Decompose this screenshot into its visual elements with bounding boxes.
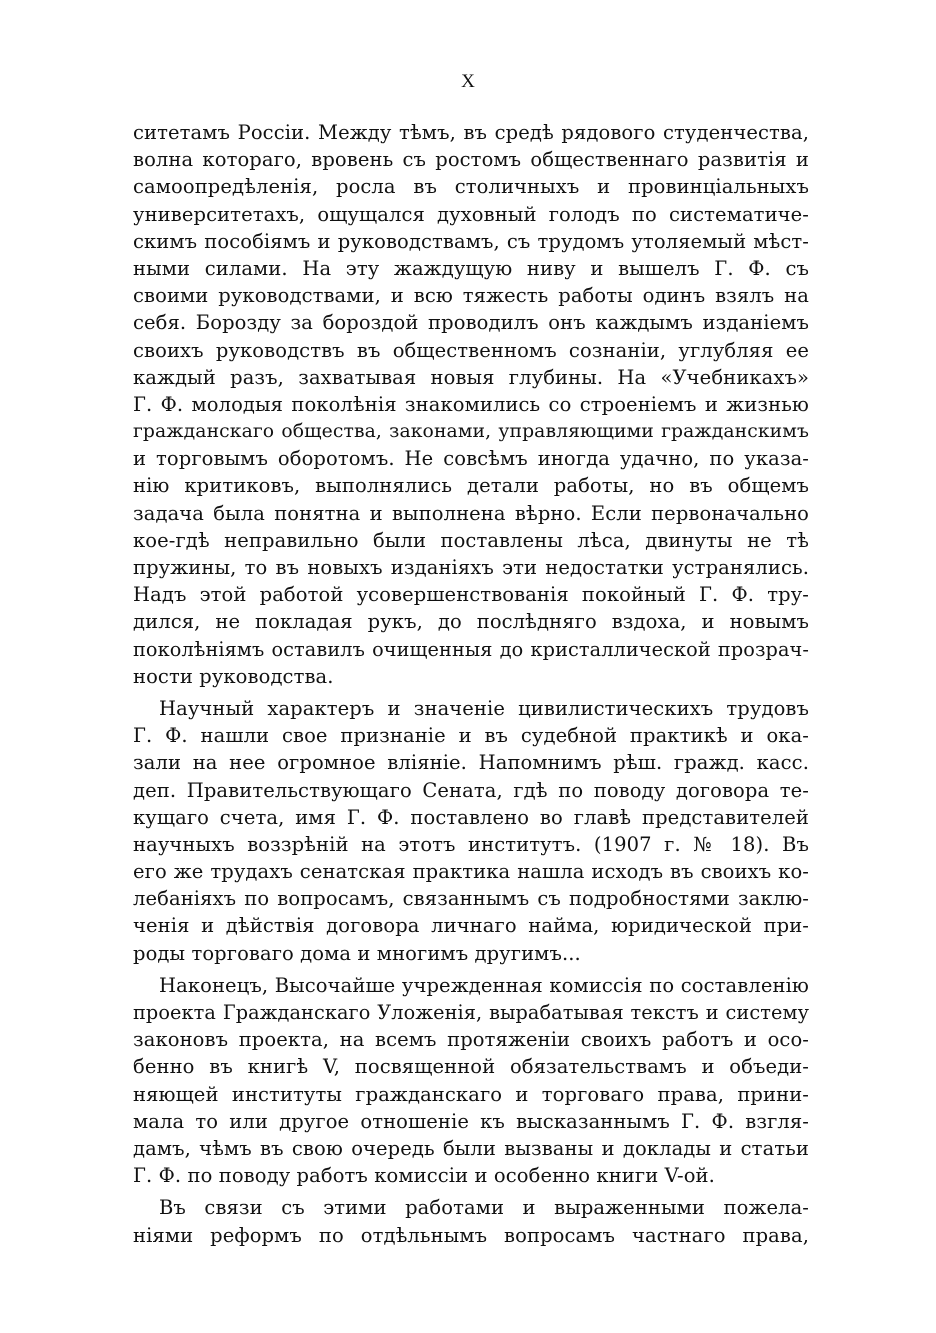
text-line: дамъ, чѣмъ въ свою очередь были вызваны и доклады и статьи bbox=[133, 1136, 809, 1160]
text-line: законовъ проекта, на всемъ протяженіи своихъ работъ и осо- bbox=[133, 1028, 809, 1052]
paragraph-1 bbox=[133, 119, 809, 690]
text-line: няющей институты гражданскаго и торговаго права, прини- bbox=[133, 1082, 809, 1106]
text-line: Г. Ф. молодыя поколѣнія знакомились со строеніемъ и жизнью bbox=[133, 392, 809, 416]
text-line: роды торговаго дома и многимъ другимъ... bbox=[133, 941, 581, 965]
text-line: деп. Правительствующаго Сената, гдѣ по поводу договора те- bbox=[133, 778, 809, 802]
text-line: Наконецъ, Высочайше учрежденная комиссія по составленію bbox=[159, 973, 809, 997]
text-line: бенно въ книгѣ V, посвященной обязательствамъ и объеди- bbox=[133, 1055, 809, 1079]
text-line: себя. Борозду за бороздой проводилъ онъ каждымъ изданіемъ bbox=[133, 311, 809, 335]
text-line: мала то или другое отношеніе къ высказаннымъ Г. Ф. взгля- bbox=[133, 1109, 809, 1133]
text-line: его же трудахъ сенатская практика нашла исходъ въ своихъ ко- bbox=[133, 860, 809, 884]
text-line: гражданскаго общества, законами, управляющими гражданскимъ bbox=[133, 421, 809, 443]
text-line: волна котораго, вровень съ ростомъ общественнаго развитія и bbox=[133, 148, 809, 172]
text-line: ченія и дѣйствія договора личнаго найма, юридической при- bbox=[133, 914, 809, 938]
text-line: лебаніяхъ по вопросамъ, связаннымъ съ подробностями заклю- bbox=[133, 887, 809, 911]
text-line: скимъ пособіямъ и руководствамъ, съ трудомъ утоляемый мѣст- bbox=[133, 229, 809, 253]
paragraph-3 bbox=[133, 972, 809, 1190]
text-line: своими руководствами, и всю тяжесть работы одинъ взялъ на bbox=[133, 284, 809, 308]
text-line: поколѣніямъ оставилъ очищенныя до кристаллической прозрач- bbox=[133, 637, 809, 661]
text-line: и торговымъ оборотомъ. Не совсѣмъ иногда удачно, по указа- bbox=[133, 447, 809, 471]
paragraph-4 bbox=[133, 1194, 809, 1248]
text-line: своихъ руководствъ въ общественномъ сознаніи, углубляя ее bbox=[133, 338, 809, 362]
text-line: кущаго счета, имя Г. Ф. поставлено во главѣ представителей bbox=[133, 805, 809, 829]
text-line: нію критиковъ, выполнялись детали работы, но въ общемъ bbox=[133, 474, 809, 498]
text-line: пружины, то въ новыхъ изданіяхъ эти недостатки устранялись. bbox=[133, 556, 809, 579]
text-line: Г. Ф. нашли свое признаніе и въ судебной практикѣ и ока- bbox=[133, 724, 809, 748]
text-line: Надъ этой работой усовершенствованія покойный Г. Ф. тру- bbox=[133, 583, 809, 607]
text-line: самоопредѣленія, росла въ столичныхъ и провинціальныхъ bbox=[133, 175, 809, 199]
body-text bbox=[133, 119, 809, 1249]
text-line: Научный характеръ и значеніе цивилистическихъ трудовъ bbox=[159, 696, 809, 720]
text-line: университетахъ, ощущался духовный голодъ по систематиче- bbox=[133, 202, 809, 226]
text-line: дился, не покладая рукъ, до послѣдняго вздоха, и новымъ bbox=[133, 610, 809, 634]
text-line: ности руководства. bbox=[133, 664, 334, 688]
text-line: зали на нее огромное вліяніе. Напомнимъ рѣш. гражд. касс. bbox=[133, 751, 809, 775]
text-line: проекта Гражданскаго Уложенія, вырабатывая текстъ и систему bbox=[133, 1001, 809, 1024]
paragraph-2 bbox=[133, 695, 809, 967]
text-line: задача была понятна и выполнена вѣрно. Если первоначально bbox=[133, 501, 809, 525]
text-line: Въ связи съ этими работами и выраженными пожела- bbox=[159, 1196, 809, 1220]
text-line: ніями реформъ по отдѣльнымъ вопросамъ частнаго права, bbox=[133, 1223, 809, 1247]
text-line: Г. Ф. по поводу работъ комиссіи и особенно книги V-ой. bbox=[133, 1164, 715, 1188]
text-line: научныхъ воззрѣній на этотъ институтъ. (1907 г. № 18). Въ bbox=[133, 832, 809, 856]
page-number: X bbox=[461, 71, 475, 92]
text-line: ными силами. На эту жаждущую ниву и вышелъ Г. Ф. съ bbox=[133, 256, 809, 280]
text-line: кое-гдѣ неправильно были поставлены лѣса, двинуты не тѣ bbox=[133, 528, 809, 552]
text-line: каждый разъ, захватывая новыя глубины. На «Учебникахъ» bbox=[133, 365, 809, 389]
text-line: ситетамъ Россіи. Между тѣмъ, въ средѣ рядового студенчества, bbox=[133, 121, 809, 144]
